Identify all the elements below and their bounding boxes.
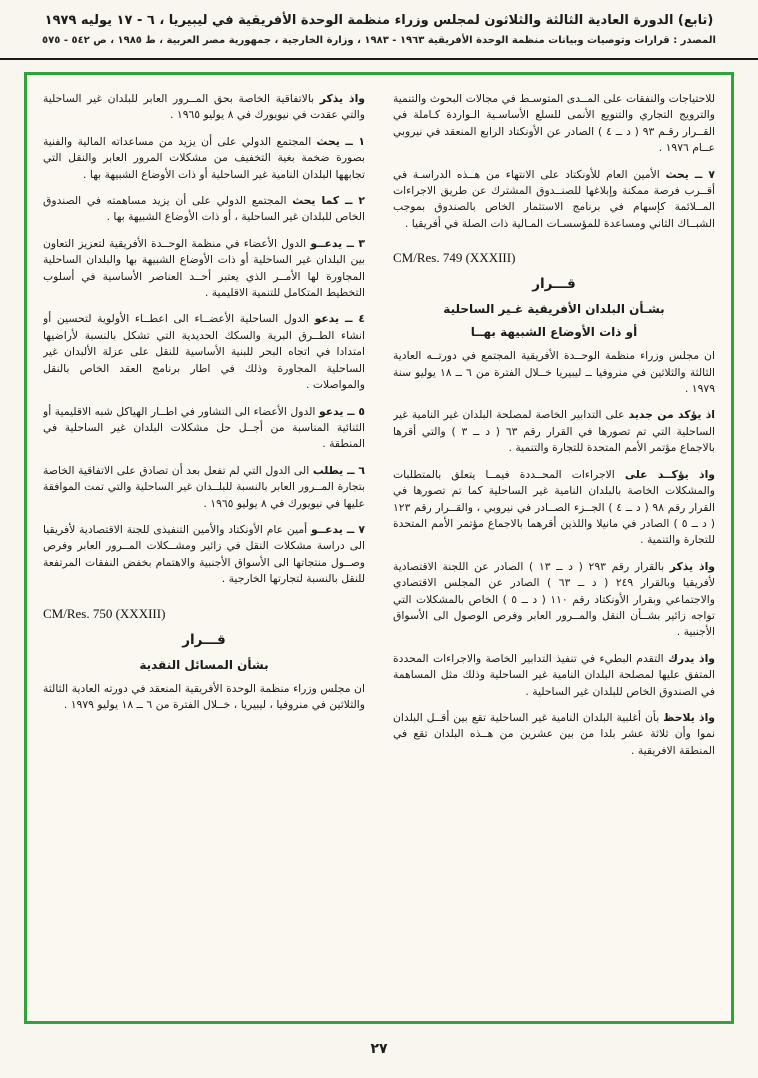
paragraph-text: بالاتفاقية الخاصة بحق المــرور العابر للبلدان غير الساحلية والتي عقدت في نيويورك في ٨ يوليو ١٩٦٥ . <box>43 92 365 122</box>
paragraph-text: ان مجلس وزراء منظمة الوحــدة الأفريقية المجتمع في دورتــه العادية الثالثة والثلاثين في منروفيا ــ ليبيريا خــلال الفترة من ٦ ــ ١٨ يوليو سنة ١٩٧٩ . <box>393 349 715 396</box>
paragraph-text: على التدابير الخاصة لمصلحة البلدان غير النامية غير الساحلية التي تم تصورها في القرار رقم ٦٣ ( د ــ ٣ ) والتي أقرها بالاجماع مؤتمر الأمم المتحدة للتجارة والتنمية . <box>393 408 715 455</box>
resolution-subtitle: بشأن المسائل النقدية <box>139 657 269 672</box>
paragraph <box>393 559 715 641</box>
paragraph-lead: ٧ ــ يحث <box>665 167 715 181</box>
paragraph-text: ان مجلس وزراء منظمة الوحدة الأفريقية المنعقد في دورته العادية الثالثة والثلاثين في منروفيا ، ليبيريا ، خــلال الفترة من ٦ ــ ١٨ يوليو ١٩٧٩ . <box>43 681 365 711</box>
paragraph <box>393 91 715 157</box>
paragraph-text: الى الدول التي لم تفعل بعد أن تصادق على الاتفاقية الخاصة بتجارة المــرور العابر بالنسبة للبلــدان غير الساحلية والتي تمت الموافقة عليها في نيويورك في ٨ يوليو ١٩٦٥ . <box>43 463 365 510</box>
paragraph <box>43 404 365 453</box>
paragraph <box>43 681 365 714</box>
paragraph-text: الدول الأعضاء في منظمة الوحــدة الأفريقية لتعزيز التعاون بين البلدان غير الساحلية أو ذات الأوضاع الشبيهة بها والبلدان الساحلية المجاورة لها الأمــر الذي يعتبر أحــد العناصر الأساسية في أسلوب التخطيط المتكامل للتنمية الاقليمية . <box>43 236 365 300</box>
paragraph-text: الاجراءات المحــددة فيمــا يتعلق بالمتطلبات والمشكلات الخاصة بالبلدان النامية غير الساحلية كما تم تصورها في القرار رقم ٩٨ ( د ــ ٤ ) الجــزء الصــادر في نيروبي ، والقــرار رقم ١٢٣ ( د ــ ٥ ) الصادر في مانيلا واللذين أقرهما بالاجماع مؤتمر الأمم المتحدة للتجارة والتنمية . <box>393 467 715 547</box>
paragraph-lead: ٥ ــ يدعو <box>318 404 365 418</box>
paragraph <box>43 236 365 302</box>
paragraph <box>393 710 715 759</box>
paragraph-lead: ١ ــ يحث <box>316 134 365 148</box>
paragraph-lead: واذ يلاحظ <box>663 710 715 724</box>
paragraph <box>393 348 715 397</box>
header-divider <box>0 58 758 60</box>
paragraph-lead: ٣ ــ يدعــو <box>310 236 365 250</box>
paragraph-text: بأن أغلبية البلدان النامية غير الساحلية تقع بين أقــل البلدان نموا وأن ثلاثة عشر بلدا من بين عشرين من هــذه البلدان تقع في المنطقة الافريقية . <box>393 710 715 757</box>
paragraph-text: الأمين العام للأونكتاد على الانتهاء من هــذه الدراسـة في أقــرب فرصة ممكنة وإبلاغها للصنــدوق المشترك عن طريق الاجراءات المــلائمة كإسهام في برنامج الاستثمار الخاص بالصندوق بموجب الشبــاك الثاني ومساعدة للمؤسسـات المـالية ذات الصلة في أفريقيا . <box>393 167 715 230</box>
content-frame <box>24 72 734 1024</box>
paragraph <box>43 193 365 226</box>
page-header <box>0 0 758 51</box>
paragraph-text: المجتمع الدولي على أن يزيد من مساعداته المالية والفنية بصورة ضخمة بغية التخفيف من مشكلات المرور العابر والنقل التي تجابهها البلدان النامية غير الساحلية أو ذات الأوضاع الشبيهة بها . <box>43 134 365 181</box>
paragraph <box>43 134 365 183</box>
paragraph-text: التقدم البطيء في تنفيذ التدابير الخاصة والاجراءات المحددة المتفق عليها لمصلحة البلدان النامية غير الساحلية وذلك مثل المساهمة في الصندوق الخاص للبلدان غير الساحلية . <box>393 651 715 698</box>
paragraph <box>43 463 365 512</box>
resolution-title: قـــرار <box>532 276 576 293</box>
paragraph-lead: واذ يدرك <box>668 651 715 665</box>
paragraph-text: بالقرار رقم ٢٩٣ ( د ــ ١٣ ) الصادر عن اللجنة الاقتصادية لأفريقيا وبالقرار ٢٤٩ ( د ــ ٦٣ ) الصادر عن المجلس الاقتصادي والاجتماعي وبقرار الأونكتاد رقم ١١٠ ( د ــ ٥ ) الخاص بالمشكلات التي تواجه زائير بشــأن النقل والمــرور العابر وفرص الوصول الى الأسواق الأجنبية . <box>393 559 715 639</box>
paragraph <box>393 407 715 456</box>
paragraph <box>393 467 715 549</box>
page-number: ٢٧ <box>370 1041 388 1057</box>
paragraph-text: الدول الأعضاء الى التشاور في اطــار الهياكل شبه الاقليمية أو الثنائية المناسبة من أجــل حل مشكلات البلدان غير الساحلية في المنطقة . <box>43 404 365 451</box>
paragraph <box>43 91 365 124</box>
resolution-subtitle: بشـأن البلدان الأفريقية غـير الساحلية <box>443 302 665 317</box>
resolution-ref-749: CM/Res. 749 (XXXIII) <box>393 250 516 266</box>
paragraph-lead: ٦ ــ يطلب <box>312 463 365 477</box>
paragraph-lead: واذ يذكر <box>669 559 715 573</box>
paragraph-lead: اذ يؤكد من جديد <box>628 408 715 422</box>
resolution-title: قـــرار <box>182 631 226 648</box>
resolution-subtitle: أو ذات الأوضاع الشبيهة بهــا <box>470 325 638 340</box>
paragraph <box>393 167 715 233</box>
resolution-ref-750: CM/Res. 750 (XXXIII) <box>43 605 166 621</box>
column-right <box>393 91 715 1005</box>
column-left <box>43 91 365 1005</box>
paragraph <box>43 522 365 588</box>
paragraph-text: أمين عام الأونكتاد والأمين التنفيذى للجنة الاقتصادية لأفريقيا الى دراسة مشكلات النقل في زائير ومشــكلات المــرور العابر وفرص وصــول منتجاتها الى الأسواق الأجنبية والاهتمام بخفض النفقات المرتفعة للنقل بالنسبة لتجارتها الخارجية . <box>43 522 365 586</box>
paragraph <box>393 651 715 700</box>
page-footer <box>0 1038 758 1057</box>
paragraph-lead: واذ يذكر <box>319 92 365 105</box>
paragraph-lead: ٤ ــ يدعو <box>314 312 365 326</box>
header-source-line: المصدر : قرارات وتوصيات وبيانات منظمة الوحدة الأفريقية ١٩٦٣ - ١٩٨٣ ، وزارة الخارجية ، جمهورية مصر العربية ، ط ١٩٨٥ ، ص ٥٤٢ - ٥٧٥ <box>42 35 716 46</box>
header-title: (تابع) الدورة العادية الثالثة والثلاثون لمجلس وزراء منظمة الوحدة الأفريقية في ليبيريا ، ٦ - ١٧ يوليه ١٩٧٩ <box>44 13 714 28</box>
paragraph-lead: ٧ ــ يدعــو <box>310 522 365 536</box>
paragraph-text: الدول الساحلية الأعضــاء الى اعطــاء الأولوية لتحسين أو انشاء الطــرق البرية والسكك الحديدية التي تشكل بالنسبة لأراضيها امتدادا في اتجاه البحر للبنية الأساسية للنقل على عزلة الألبدان غير الساحلية المجاورة وذلك في اطار برنامج العقد الخاص بالنقل والمواصلات . <box>43 312 365 392</box>
paragraph-lead: ٢ ــ كما يحث <box>292 194 365 208</box>
paragraph-lead: واذ يؤكــد على <box>624 467 715 481</box>
paragraph-text: المجتمع الدولي على أن يزيد مساهمته في الصندوق الخاص للبلدان غير الساحلية ، أو ذات الأوضاع الشبيهة بها . <box>43 194 365 224</box>
paragraph-text: للاحتياجات والنفقات على المــدى المتوسـط في مجالات البحوث والتنمية والترويج التجاري والتنويع الأنمى للسلع الأساسـية الـواردة كـاملة في القــرار رقـم ٩٣ ( د ــ ٤ ) الصادر عن الأونكتاد الرابع المنعقد في نيروبي عــام ١٩٧٦ . <box>393 92 715 155</box>
paragraph <box>43 311 365 393</box>
